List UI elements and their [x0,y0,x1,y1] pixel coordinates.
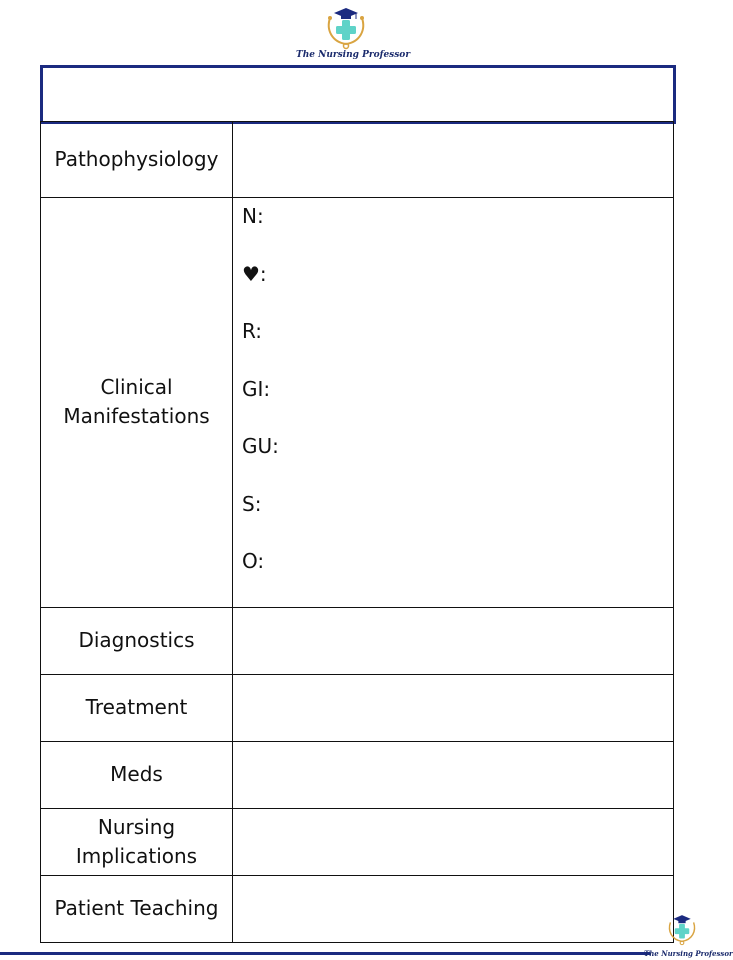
manifestation-item-neuro[interactable]: N: [242,204,264,228]
row-label: Treatment [41,674,233,741]
row-value-diagnostics[interactable] [233,607,674,674]
row-patient-teaching [41,875,674,942]
row-label: Nursing Implications [41,808,233,875]
row-value-treatment[interactable] [233,674,674,741]
row-label: Diagnostics [41,607,233,674]
row-clinical-manifestations [41,198,674,608]
title-box[interactable] [40,65,676,124]
row-label: Patient Teaching [41,875,233,942]
graduation-cap-cross-stethoscope-icon [324,4,368,50]
row-value-pathophysiology[interactable] [233,122,674,198]
footer-logo [644,912,733,960]
row-label: Clinical Manifestations [41,198,233,608]
row-meds [41,741,674,808]
row-treatment [41,674,674,741]
manifestation-item-cardiac[interactable]: ♥: [242,261,267,286]
row-value-meds[interactable] [233,741,674,808]
row-nursing-implications [41,808,674,875]
row-diagnostics [41,607,674,674]
graduation-cap-cross-stethoscope-icon [666,912,698,946]
row-pathophysiology [41,122,674,198]
row-value-nursing-implications[interactable] [233,808,674,875]
brand-name: The Nursing Professor [296,50,411,60]
manifestation-item-subjective[interactable]: S: [242,491,262,516]
row-label: Pathophysiology [41,122,233,198]
manifestation-list [233,198,673,607]
row-value-clinical-manifestations[interactable] [233,198,674,608]
row-label: Meds [41,741,233,808]
brand-logo [296,4,411,64]
footer-brand-name: The Nursing Professor [644,949,733,958]
manifestation-item-objective[interactable]: O: [242,549,265,573]
manifestation-item-respiratory[interactable]: R: [242,319,263,343]
manifestation-item-gi[interactable]: GI: [242,376,271,401]
manifestation-item-gu[interactable]: GU: [242,434,279,458]
footer-rule [0,952,650,955]
study-sheet-table [40,121,674,943]
row-value-patient-teaching[interactable] [233,875,674,942]
